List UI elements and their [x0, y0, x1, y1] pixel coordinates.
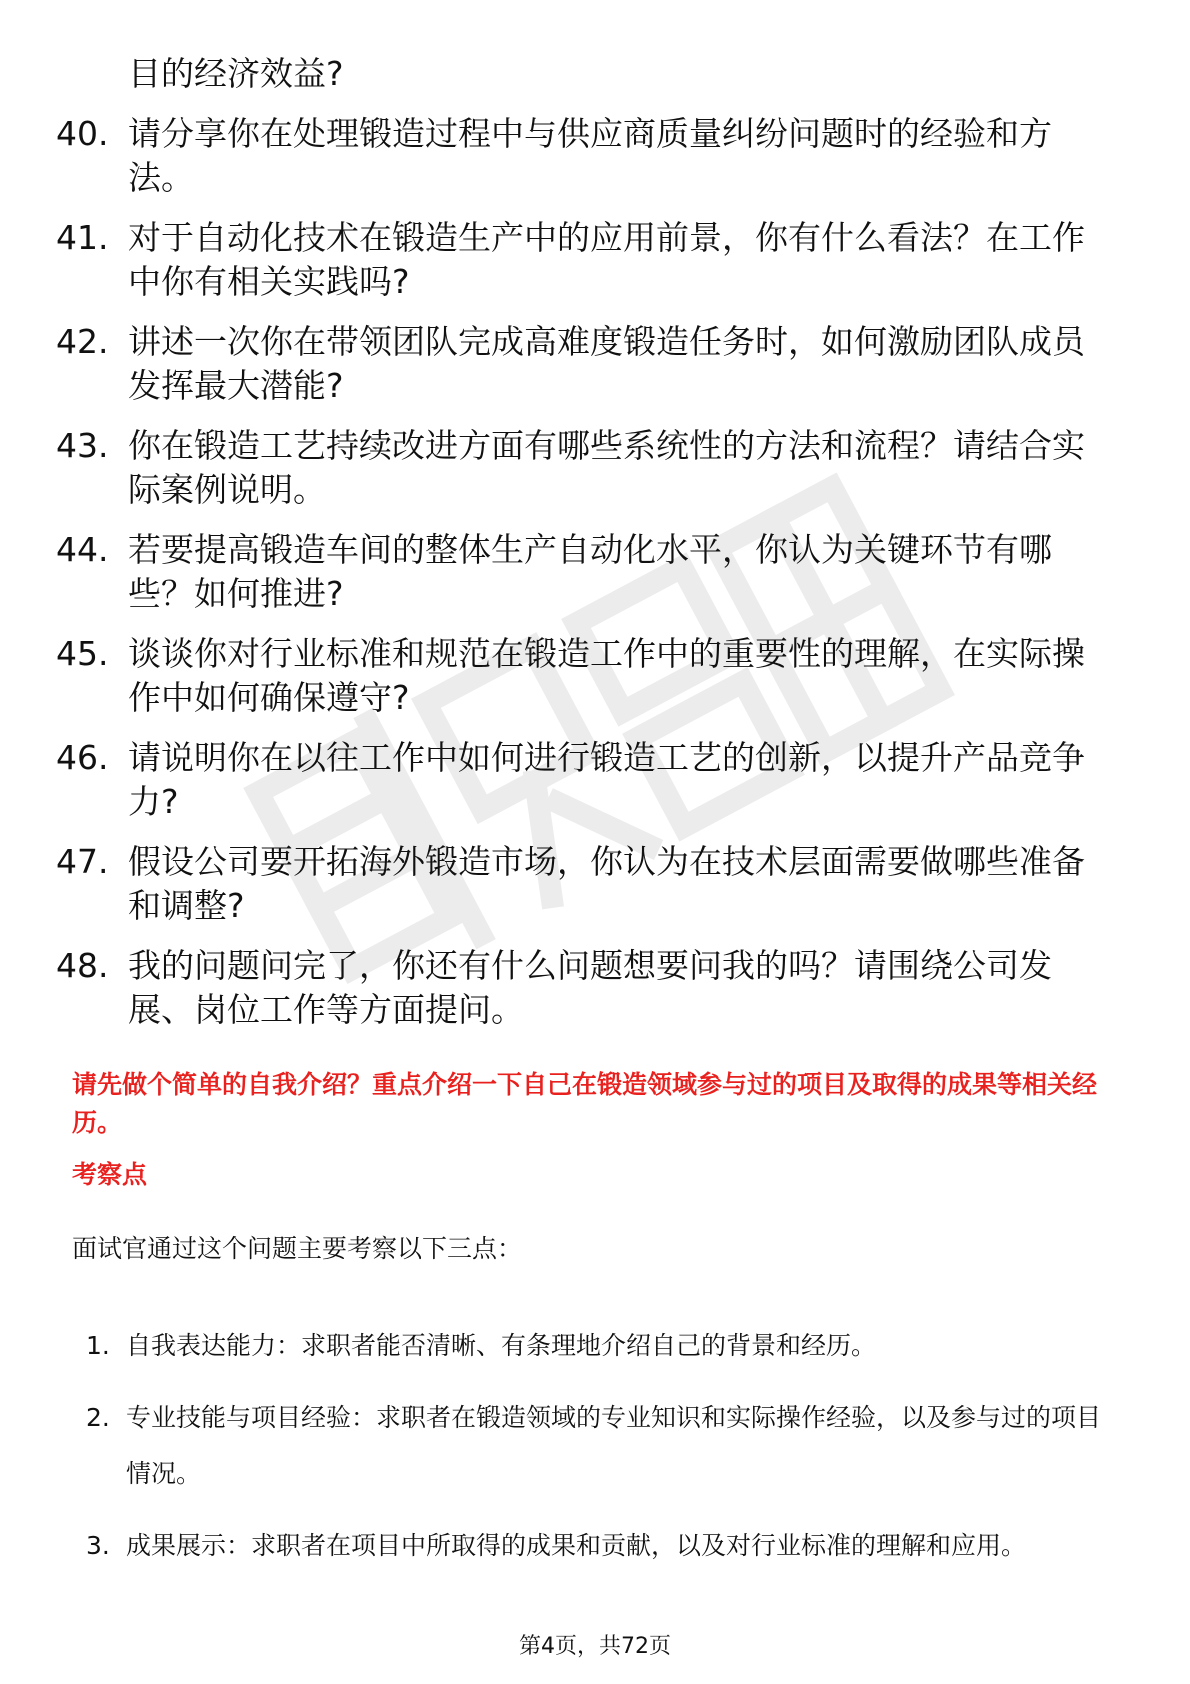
- question-text: 我的问题问完了，你还有什么问题想要问我的吗？请围绕公司发展、岗位工作等方面提问。: [128, 946, 1052, 1029]
- point-number: 3.: [86, 1531, 110, 1560]
- question-item: [0, 528, 1190, 616]
- question-text: 谈谈你对行业标准和规范在锻造工作中的重要性的理解，在实际操作中如何确保遵守?: [128, 634, 1085, 717]
- question-item: [0, 944, 1190, 1032]
- question-text: 对于自动化技术在锻造生产中的应用前景，你有什么看法？在工作中你有相关实践吗?: [128, 218, 1085, 301]
- intro-text: 面试官通过这个问题主要考察以下三点：: [72, 1234, 523, 1263]
- question-text: 请分享你在处理锻造过程中与供应商质量纠纷问题时的经验和方法。: [128, 114, 1052, 197]
- point-text: 自我表达能力：求职者能否清晰、有条理地介绍自己的背景和经历。: [126, 1331, 877, 1360]
- question-number: 41.: [56, 218, 109, 257]
- question-number: 45.: [56, 634, 109, 673]
- question-item: [0, 424, 1190, 512]
- section-heading: 考察点: [72, 1160, 148, 1189]
- question-number: 48.: [56, 946, 109, 985]
- question-item: [0, 632, 1190, 720]
- assessment-points-list: [0, 1318, 1190, 1590]
- question-text: 假设公司要开拓海外锻造市场，你认为在技术层面需要做哪些准备和调整?: [128, 842, 1085, 925]
- question-item: [0, 840, 1190, 928]
- assessment-point: [0, 1518, 1190, 1574]
- assessment-point: [0, 1318, 1190, 1374]
- question-item: [0, 216, 1190, 304]
- question-number: 47.: [56, 842, 109, 881]
- question-text: 若要提高锻造车间的整体生产自动化水平，你认为关键环节有哪些？如何推进?: [128, 530, 1052, 613]
- question-list: [0, 112, 1190, 1048]
- question-text: 讲述一次你在带领团队完成高难度锻造任务时，如何激励团队成员发挥最大潜能?: [128, 322, 1085, 405]
- point-text: 专业技能与项目经验：求职者在锻造领域的专业知识和实际操作经验，以及参与过的项目情况。: [126, 1403, 1102, 1488]
- question-item: [0, 320, 1190, 408]
- question-text: 请说明你在以往工作中如何进行锻造工艺的创新，以提升产品竞争力?: [128, 738, 1085, 821]
- question-item: [0, 112, 1190, 200]
- point-number: 1.: [86, 1331, 110, 1360]
- point-text: 成果展示：求职者在项目中所取得的成果和贡献，以及对行业标准的理解和应用。: [126, 1531, 1027, 1560]
- question-number: 40.: [56, 114, 109, 153]
- point-number: 2.: [86, 1403, 110, 1432]
- question-number: 44.: [56, 530, 109, 569]
- assessment-point: [0, 1390, 1190, 1502]
- question-item: [0, 736, 1190, 824]
- featured-question: 请先做个简单的自我介绍？重点介绍一下自己在锻造领域参与过的项目及取得的成果等相关经历。: [72, 1070, 1098, 1137]
- question-text: 你在锻造工艺持续改进方面有哪些系统性的方法和流程？请结合实际案例说明。: [128, 426, 1085, 509]
- continued-question-text: 目的经济效益?: [128, 54, 344, 93]
- page-footer: 第4页，共72页: [519, 1634, 671, 1659]
- question-number: 43.: [56, 426, 109, 465]
- question-number: 46.: [56, 738, 109, 777]
- question-number: 42.: [56, 322, 109, 361]
